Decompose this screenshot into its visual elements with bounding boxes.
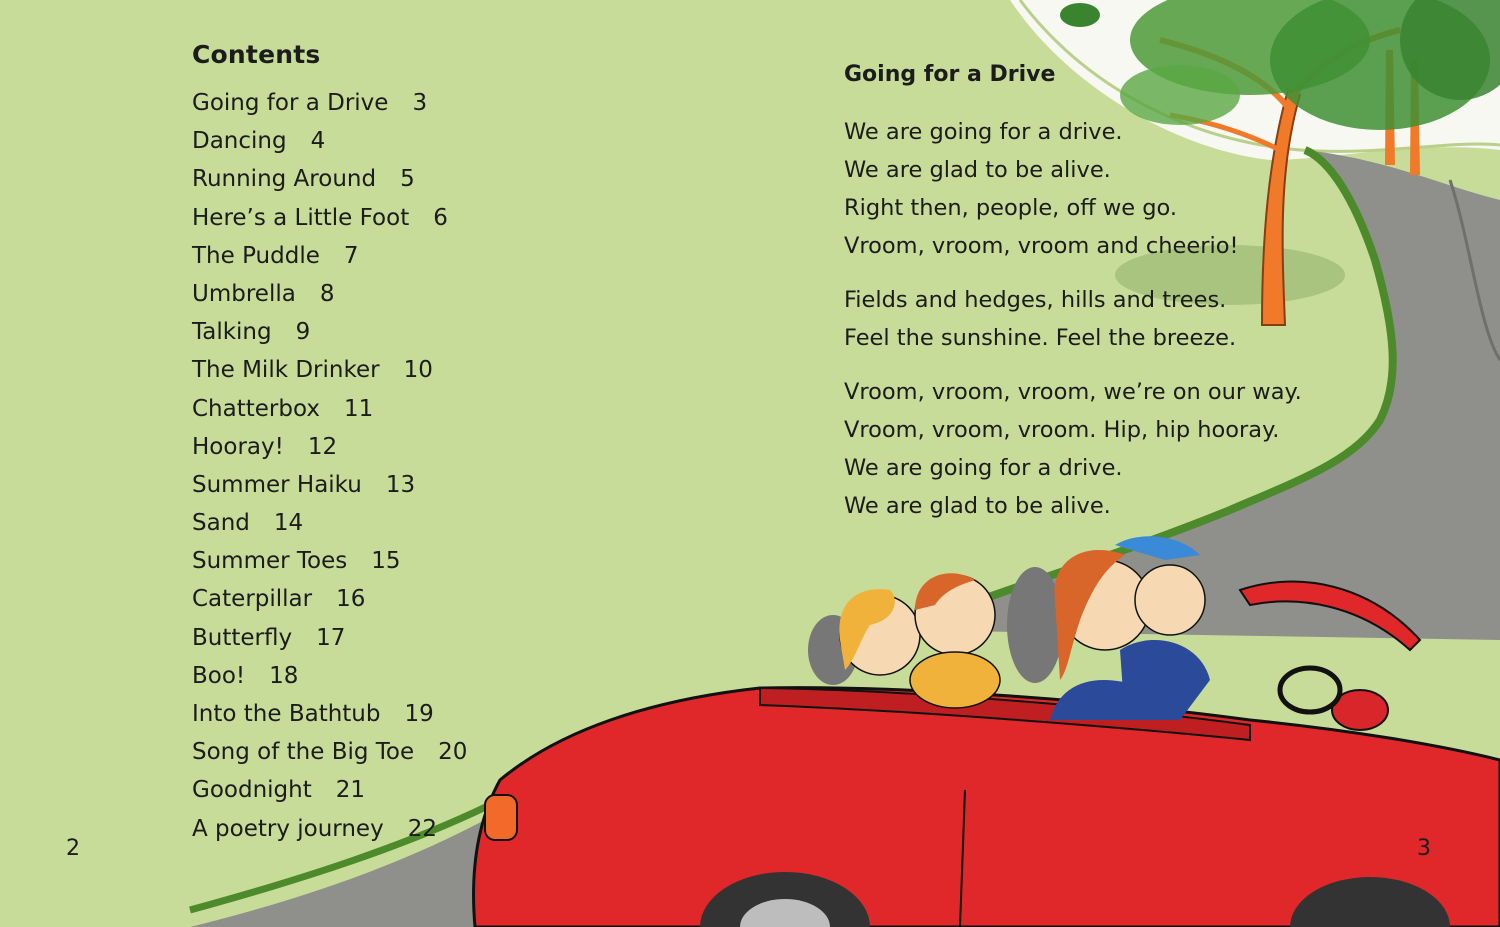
poem-line: We are going for a drive. [844, 455, 1123, 481]
poem-stanza [844, 374, 1302, 526]
toc-entry[interactable] [192, 353, 467, 391]
toc-entry-page: 17 [316, 624, 346, 651]
poem-line: We are glad to be alive. [844, 157, 1111, 183]
right-page-number: 3 [1417, 836, 1431, 861]
toc-entry-page: 8 [319, 280, 335, 307]
toc-entry-page: 7 [343, 242, 359, 269]
poem-line: Feel the sunshine. Feel the breeze. [844, 325, 1237, 351]
toc-entry-title: Dancing [192, 128, 287, 155]
toc-entry[interactable] [192, 812, 467, 850]
toc-entry-title: Summer Toes [192, 548, 348, 575]
toc-entry-page: 19 [404, 701, 434, 727]
toc-entry-page: 15 [371, 548, 401, 575]
toc-entry-page: 12 [307, 433, 338, 460]
poem-line: Right then, people, off we go. [844, 195, 1178, 221]
toc-entry[interactable] [192, 315, 467, 353]
poem-line: We are glad to be alive. [844, 493, 1111, 519]
toc-entry-page: 21 [335, 777, 366, 804]
toc-entry-title: Summer Haiku [192, 471, 362, 498]
toc-entry-title: Butterfly [192, 624, 293, 651]
poem-line: Vroom, vroom, vroom and cheerio! [844, 233, 1239, 259]
poem-line: Vroom, vroom, vroom, we’re on our way. [844, 379, 1302, 405]
toc-entry-page: 10 [403, 357, 433, 384]
toc-entry[interactable] [192, 506, 467, 544]
toc-entry-page: 13 [385, 471, 416, 498]
toc-entry-page: 3 [412, 90, 428, 116]
toc-entry[interactable] [192, 124, 467, 162]
toc-entry-page: 18 [269, 662, 299, 689]
toc-entry-title: The Puddle [192, 242, 320, 269]
toc-entry[interactable] [192, 621, 467, 659]
toc-entry-title: Umbrella [192, 280, 296, 307]
poem-title: Going for a Drive [844, 62, 1056, 87]
contents-list [192, 86, 467, 850]
toc-entry[interactable] [192, 697, 467, 735]
toc-entry-page: 22 [407, 815, 437, 842]
toc-entry[interactable] [192, 277, 467, 315]
toc-entry-title: Boo! [192, 662, 246, 689]
toc-entry[interactable] [192, 735, 467, 773]
poem-stanza [844, 114, 1302, 266]
toc-entry[interactable] [192, 430, 467, 468]
toc-entry[interactable] [192, 162, 467, 200]
toc-entry-title: Going for a Drive [192, 90, 389, 116]
toc-entry[interactable] [192, 544, 467, 582]
toc-entry-title: The Milk Drinker [192, 357, 380, 384]
poem-body [844, 114, 1302, 542]
toc-entry-page: 4 [310, 128, 326, 155]
toc-entry-title: Goodnight [192, 777, 312, 804]
toc-entry-title: Talking [192, 319, 272, 346]
toc-entry-page: 6 [433, 204, 448, 231]
toc-entry-title: Song of the Big Toe [192, 739, 415, 766]
toc-entry-page: 14 [273, 510, 304, 537]
toc-entry-page: 16 [336, 586, 366, 613]
toc-entry[interactable] [192, 392, 467, 430]
toc-entry-title: Into the Bathtub [192, 701, 381, 727]
toc-entry[interactable] [192, 659, 467, 697]
toc-entry-title: Hooray! [192, 433, 284, 460]
contents-heading: Contents [192, 40, 321, 69]
toc-entry-page: 11 [343, 395, 374, 422]
poem-line: Fields and hedges, hills and trees. [844, 287, 1227, 313]
toc-entry[interactable] [192, 86, 467, 124]
toc-entry-page: 9 [295, 319, 311, 346]
toc-entry-title: A poetry journey [192, 815, 384, 842]
toc-entry[interactable] [192, 582, 467, 620]
toc-entry-title: Sand [192, 510, 250, 537]
toc-entry[interactable] [192, 201, 467, 239]
left-page-number: 2 [66, 836, 80, 861]
toc-entry[interactable] [192, 773, 467, 811]
toc-entry-title: Chatterbox [192, 395, 320, 422]
poem-line: Vroom, vroom, vroom. Hip, hip hooray. [844, 417, 1280, 443]
toc-entry-page: 5 [400, 166, 415, 193]
toc-entry[interactable] [192, 239, 467, 277]
toc-entry-title: Here’s a Little Foot [192, 204, 410, 231]
toc-entry-page: 20 [438, 739, 468, 766]
poem-stanza [844, 282, 1302, 358]
poem-line: We are going for a drive. [844, 119, 1123, 145]
toc-entry-title: Running Around [192, 166, 377, 193]
toc-entry-title: Caterpillar [192, 586, 313, 613]
toc-entry[interactable] [192, 468, 467, 506]
